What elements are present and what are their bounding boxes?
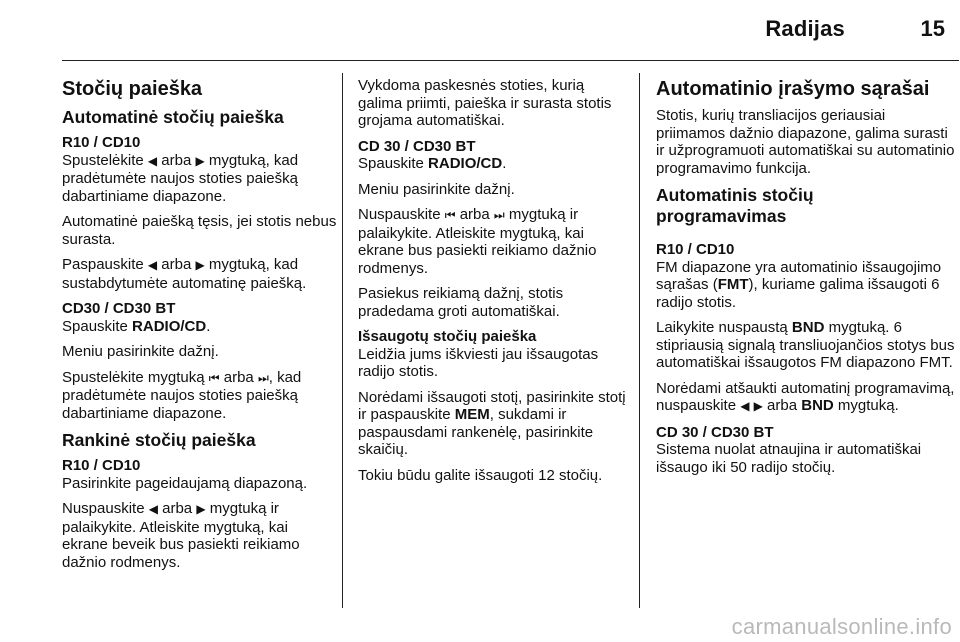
paragraph-press-radio: Spauskite RADIO/CD. — [62, 317, 211, 335]
column-divider-left — [342, 73, 343, 608]
paragraph-seek-button: Spustelėkite mygtuką ⏮ arba ⏭, kad pradėtumėte naujos stoties paiešką dabartiniame diapazone. — [62, 368, 302, 422]
skip-forward-icon: ⏭ — [493, 208, 505, 222]
triangle-left-icon: ◀ — [147, 153, 158, 168]
section-heading-station-search: Stočių paieška — [62, 78, 203, 100]
paragraph-fmt-list: FM diapazone yra automatinio išsaugojimo sąrašas (FMT), kuriame galima išsaugoti 6 radijo stotis. — [656, 258, 942, 311]
paragraph-auto-stop: Paspauskite ◀ arba ▶ mygtuką, kad sustabdytumėte automatinę paiešką. — [62, 256, 307, 292]
column-divider-right — [639, 73, 640, 608]
triangle-left-icon: ◀ — [740, 399, 750, 413]
paragraph-auto-play: Pasiekus reikiamą dažnį, stotis pradedama groti automatiškai. — [358, 285, 564, 320]
paragraph-menu-select: Meniu pasirinkite dažnį. — [62, 343, 219, 360]
skip-forward-icon: ⏭ — [257, 370, 269, 385]
paragraph-choose-band: Pasirinkite pageidaujamą diapazoną. — [62, 474, 308, 492]
triangle-left-icon: ◀ — [148, 502, 158, 516]
header-title: Radijas — [765, 16, 845, 41]
skip-back-icon: ⏮ — [208, 370, 220, 385]
paragraph-recall-saved: Leidžia jums iškviesti jau išsaugotas radijo stotis. — [358, 345, 599, 380]
paragraph-save-station: Norėdami išsaugoti stotį, pasirinkite stotį ir paspauskite MEM, sukdami ir paspausdami rankenėlę, pasirinkite skaičių. — [358, 388, 626, 458]
right-column — [656, 77, 956, 484]
paragraph-hold-bnd: Laikykite nuspaustą BND mygtuką. 6 stipriausią signalą transliuojančios stotys bus automatiškai išsaugotos FM diapazono FMT. — [656, 319, 955, 371]
paragraph-auto-continue: Automatinė paiešką tęsis, jei stotis nebus surasta. — [62, 213, 337, 248]
header-rule — [62, 60, 959, 61]
subheading-manual-search: Rankinė stočių paieška — [62, 430, 256, 450]
subheading-saved-search: Išsaugotų stočių paieška — [358, 328, 537, 345]
subheading-auto-programming: Automatinis stočių programavimas — [656, 185, 814, 226]
paragraph-cancel-auto: Norėdami atšaukti automatinį programavimą, nuspauskite ◀ ▶ arba BND mygtuką. — [656, 379, 955, 414]
left-column — [62, 77, 337, 579]
model-label-cd30: CD 30 / CD30 BT — [656, 423, 774, 441]
paragraph-menu-select: Meniu pasirinkite dažnį. — [358, 180, 515, 198]
paragraph-next-station: Vykdoma paskesnės stoties, kurią galima priimti, paieška ir surasta stotis grojama automatiškai. — [358, 77, 612, 129]
model-label-r10: R10 / CD10 — [62, 134, 141, 151]
paragraph-auto-update: Sistema nuolat atnaujina ir automatiškai išsaugo iki 50 radijo stočių. — [656, 441, 922, 476]
model-label-r10: R10 / CD10 — [62, 457, 141, 474]
paragraph-manual-hold: Nuspauskite ◀ arba ▶ mygtuką ir palaikykite. Atleiskite mygtuką, kai ekrane beveik bus pasiekti reikiamo dažnio rodmenys. — [62, 500, 300, 571]
model-label-cd30: CD 30 / CD30 BT — [358, 137, 476, 155]
section-heading-autostore: Automatinio įrašymo sąrašai — [656, 78, 930, 100]
page-number: 15 — [920, 16, 945, 41]
model-label-cd30: CD30 / CD30 BT — [62, 300, 176, 317]
paragraph-manual-hold: Nuspauskite ⏮ arba ⏭ mygtuką ir palaikykite. Atleiskite mygtuką, kai ekrane bus pasiekti reikiamo dažnio rodmenys. — [358, 206, 597, 277]
triangle-right-icon: ▶ — [195, 153, 205, 168]
middle-column — [358, 77, 628, 492]
paragraph-save-limit: Tokiu būdu galite išsaugoti 12 stočių. — [358, 466, 603, 484]
paragraph-auto-start: Spustelėkite ◀ arba ▶ mygtuką, kad pradėtumėte naujos stoties paiešką dabartiniame diapazone. — [62, 151, 299, 205]
triangle-right-icon: ▶ — [195, 258, 205, 272]
triangle-right-icon: ▶ — [753, 399, 763, 413]
subheading-auto-search: Automatinė stočių paieška — [62, 107, 284, 127]
watermark: carmanualsonline.info — [731, 614, 952, 639]
triangle-right-icon: ▶ — [196, 502, 206, 516]
skip-back-icon: ⏮ — [444, 208, 456, 222]
model-label-r10: R10 / CD10 — [656, 241, 735, 258]
paragraph-autostore-intro: Stotis, kurių transliacijos geriausiai priimamos dažnio diapazone, galima surasti ir užprogramuoti automatiškai su automatinio programavimo funkcija. — [656, 107, 955, 177]
triangle-left-icon: ◀ — [147, 258, 158, 272]
paragraph-press-radio: Spauskite RADIO/CD. — [358, 155, 507, 172]
